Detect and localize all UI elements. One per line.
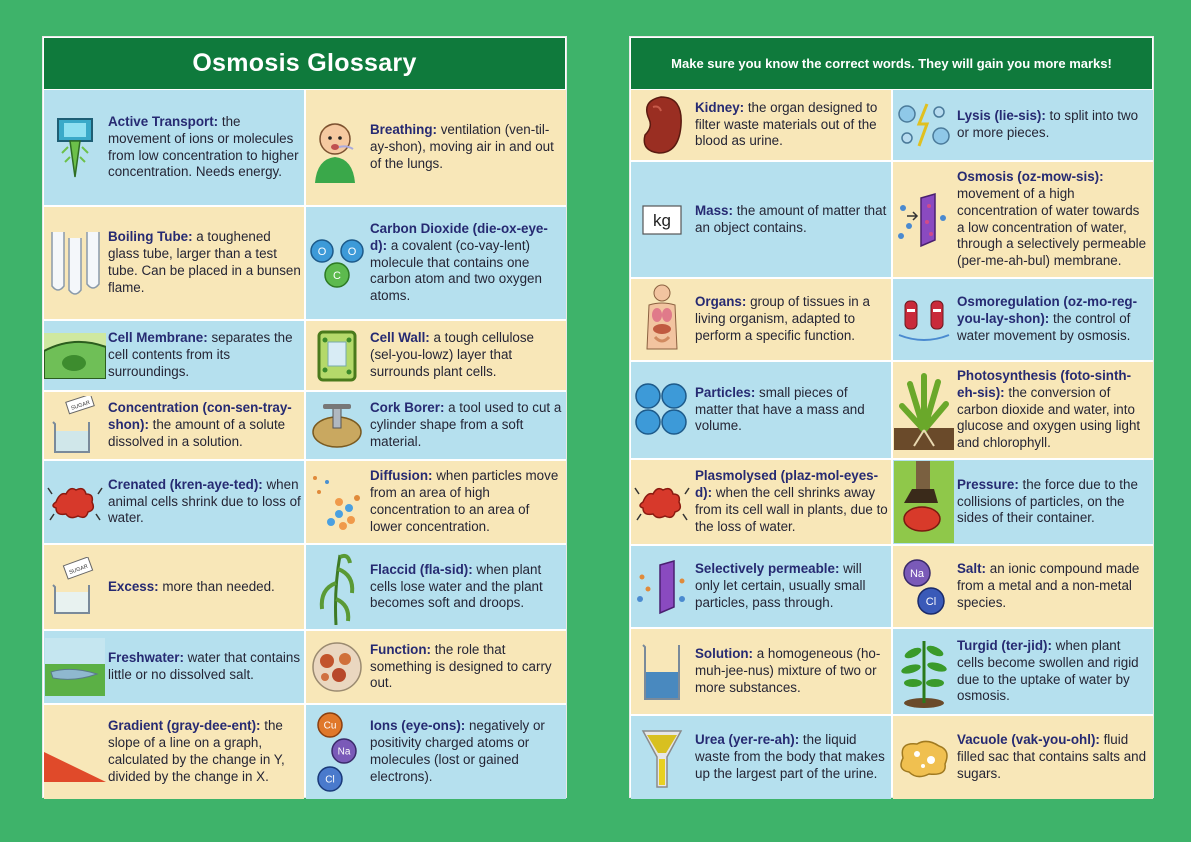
glossary-entry — [631, 629, 891, 714]
glossary-definition: movement of a high concentration of water towards a low concentration of water, through a selectively permeable (per-me-ah-bul) membrane. — [957, 185, 1147, 269]
svg-text:C: C — [333, 269, 341, 282]
glossary-definition: more than needed. — [158, 578, 275, 594]
sugar-beaker-icon — [44, 392, 106, 459]
glossary-definition: an ionic compound made from a metal and a non-metal species. — [957, 561, 1140, 610]
pressure-boot-icon — [893, 460, 955, 544]
glossary-term: Selectively permeable: — [695, 561, 840, 577]
glossary-term: Ions (eye-ons): — [370, 718, 466, 734]
glossary-definition: will only let certain, usually small particles, pass through. — [695, 561, 866, 610]
glossary-term: Organs: — [695, 294, 747, 310]
glossary-entry — [631, 716, 891, 799]
glossary-definition: when plant cells become swollen and rigid due to the uptake of water by osmosis. — [957, 637, 1139, 704]
glossary-definition: to split into two or more pieces. — [957, 108, 1139, 140]
human-organs-icon — [631, 279, 693, 360]
glossary-definition: a covalent (co-vay-lent) molecule that contains one carbon atom and two oxygen atoms. — [370, 237, 542, 304]
cork-borer-potato-icon — [306, 392, 368, 459]
glossary-definition: small pieces of matter that have a mass and volume. — [695, 384, 865, 434]
entry-text — [957, 162, 1150, 277]
page-title: Osmosis Glossary — [192, 49, 417, 77]
glossary-entry — [893, 90, 1153, 160]
svg-text:SUGAR: SUGAR — [68, 563, 89, 577]
entry-text — [108, 705, 301, 799]
glossary-entry — [306, 545, 566, 629]
glossary-entry — [306, 321, 566, 390]
glossary-entry — [306, 207, 566, 319]
glossary-entry — [44, 321, 304, 390]
glossary-term: Active Transport: — [108, 113, 219, 129]
glossary-entry — [44, 545, 304, 629]
glossary-definition: the liquid waste from the body that makes up the largest part of the urine. — [695, 732, 885, 781]
glossary-term: Osmosis (oz-mow-sis): — [957, 169, 1104, 185]
glossary-term: Function: — [370, 641, 431, 657]
glossary-definition: ventilation (ven-til-ay-shon), moving air in and out of the lungs. — [370, 122, 554, 171]
glossary-definition: a homogeneous (ho-muh-jee-nus) mixture of two or more substances. — [695, 646, 881, 695]
kg-weight-icon — [631, 162, 693, 277]
glossary-term: Mass: — [695, 202, 733, 218]
glossary-term: Solution: — [695, 646, 754, 662]
glossary-entry — [893, 362, 1153, 458]
glossary-entry — [893, 460, 1153, 544]
glossary-title-bar — [44, 38, 565, 89]
glossary-entry — [893, 162, 1153, 277]
glossary-definition: the role that something is designed to carry out. — [370, 641, 552, 691]
glossary-definition: the organ designed to filter waste materials out of the blood as urine. — [695, 99, 878, 149]
glossary-term: Diffusion: — [370, 468, 433, 484]
entry-text — [108, 392, 301, 459]
glossary-term: Photosynthesis (foto-sinth-eh-sis): — [957, 368, 1132, 400]
glossary-term: Vacuole (vak-you-ohl): — [957, 732, 1100, 748]
glossary-entry — [893, 629, 1153, 714]
glossary-term: Osmoregulation (oz-mo-reg-you-lay-shon): — [957, 294, 1138, 327]
glossary-term: Flaccid (fla-sid): — [370, 561, 473, 577]
glossary-entry — [306, 631, 566, 703]
entry-text — [695, 279, 888, 360]
svg-text:SUGAR: SUGAR — [70, 399, 91, 412]
entry-text — [957, 460, 1150, 544]
entry-text — [695, 546, 888, 627]
glossary-definition: the movement of ions or molecules from low concentration to higher concentration. Needs energy. — [108, 113, 299, 180]
glossary-entry — [306, 705, 566, 799]
glossary-definition: water that contains little or no dissolved salt. — [108, 650, 301, 682]
svg-text:Cl: Cl — [925, 595, 937, 608]
glossary-entry — [893, 716, 1153, 799]
diffusion-particles-icon — [306, 461, 368, 543]
glossary-entry — [306, 392, 566, 459]
osmosis-membrane-icon — [893, 162, 955, 277]
active-transport-icon — [44, 90, 106, 205]
entry-text — [695, 162, 888, 277]
photosynthesis-plant-icon — [893, 362, 955, 458]
glossary-term: Carbon Dioxide (die-ox-eye-d): — [370, 221, 548, 253]
glossary-term: Turgid (ter-jid): — [957, 637, 1052, 653]
glossary-term: Excess: — [108, 578, 159, 594]
glossary-term: Salt: — [957, 561, 987, 577]
glossary-definition: a tool used to cut a cylinder shape from a soft material. — [370, 400, 562, 449]
right-glossary-panel — [629, 36, 1154, 798]
entry-text — [957, 362, 1150, 458]
glossary-definition: when the cell shrinks away from its cell wall in plants, due to the loss of water. — [695, 485, 888, 534]
glossary-term: Freshwater: — [108, 650, 184, 666]
entry-text — [108, 461, 301, 543]
osmoregulation-icon — [893, 279, 955, 360]
glossary-entry — [631, 279, 891, 360]
cell-membrane-icon — [44, 321, 106, 390]
entry-text — [957, 546, 1150, 627]
glossary-definition: the amount of a solute dissolved in a solution. — [108, 417, 286, 449]
glossary-definition: separates the cell contents from its surroundings. — [108, 330, 293, 379]
glossary-entry — [631, 362, 891, 458]
glossary-term: Boiling Tube: — [108, 229, 193, 245]
entry-text — [695, 362, 888, 458]
breathing-person-icon — [306, 90, 368, 205]
entry-text — [108, 90, 301, 205]
carbon-dioxide-molecule-icon — [306, 207, 368, 319]
entry-text — [695, 629, 888, 714]
entry-text — [108, 631, 301, 703]
glossary-term: Cell Wall: — [370, 330, 430, 346]
svg-text:O: O — [347, 245, 357, 258]
glossary-entry — [631, 460, 891, 544]
ions-icon — [306, 705, 368, 799]
svg-text:Na: Na — [337, 746, 351, 758]
glossary-term: Breathing: — [370, 122, 437, 138]
glossary-definition: when animal cells shrink due to loss of water. — [108, 476, 301, 526]
glossary-definition: when particles move from an area of high concentration to an area of lower concentration. — [370, 468, 559, 534]
entry-text — [370, 705, 563, 799]
entry-text — [695, 460, 888, 544]
entry-text — [370, 631, 563, 703]
entry-text — [370, 545, 563, 629]
glossary-term: Plasmolysed (plaz-mol-eyes-d): — [695, 468, 879, 501]
entry-text — [695, 90, 888, 160]
entry-text — [108, 321, 301, 390]
left-glossary-panel — [42, 36, 567, 798]
entry-text — [370, 461, 563, 543]
entry-text — [957, 716, 1150, 799]
glossary-term: Cork Borer: — [370, 400, 445, 416]
glossary-term: Kidney: — [695, 99, 745, 115]
particles-icon — [631, 362, 693, 458]
entry-text — [108, 207, 301, 319]
entry-text — [957, 629, 1150, 714]
glossary-term: Urea (yer-re-ah): — [695, 732, 800, 748]
turgid-plant-icon — [893, 629, 955, 714]
entry-text — [957, 279, 1150, 360]
entry-text — [108, 545, 301, 629]
glossary-entry — [44, 392, 304, 459]
entry-text — [957, 90, 1150, 160]
glossary-definition: a toughened glass tube, larger than a test tube. Can be placed in a bunsen flame. — [108, 229, 301, 295]
boiling-tube-icon — [44, 207, 106, 319]
excess-sugar-icon — [44, 545, 106, 629]
entry-text — [370, 321, 563, 390]
tip-banner — [631, 38, 1152, 89]
glossary-entry — [306, 90, 566, 205]
glossary-definition: fluid filled sac that contains salts and sugars. — [957, 732, 1147, 781]
glossary-definition: a tough cellulose (sel-you-lowz) layer that surrounds plant cells. — [370, 330, 535, 379]
solution-beaker-icon — [631, 629, 693, 714]
cell-function-icon — [306, 631, 368, 703]
svg-text:Cl: Cl — [325, 774, 335, 786]
glossary-term: Crenated (kren-aye-ted): — [108, 476, 263, 492]
entry-text — [370, 90, 563, 205]
glossary-entry — [631, 162, 891, 277]
plant-cell-icon — [306, 321, 368, 390]
glossary-definition: when plant cells lose water and the plant becomes soft and droops. — [370, 561, 543, 611]
svg-text:O: O — [317, 245, 327, 258]
glossary-definition: the force due to the collisions of particles, on the sides of their container. — [957, 476, 1138, 526]
entry-text — [695, 716, 888, 799]
svg-text:Cu: Cu — [323, 720, 337, 732]
freshwater-icon — [44, 631, 106, 703]
glossary-term: Pressure: — [957, 476, 1019, 492]
glossary-entry — [44, 90, 304, 205]
kidney-icon — [631, 90, 693, 160]
permeable-membrane-icon — [631, 546, 693, 627]
glossary-term: Cell Membrane: — [108, 330, 208, 346]
crenated-cell-icon — [44, 461, 106, 543]
vacuole-icon — [893, 716, 955, 799]
entry-text — [370, 392, 563, 459]
glossary-entry — [44, 461, 304, 543]
glossary-entry — [631, 546, 891, 627]
glossary-term: Lysis (lie-sis): — [957, 108, 1046, 124]
plasmolysed-cell-icon — [631, 460, 693, 544]
glossary-entry — [44, 207, 304, 319]
glossary-definition: the control of water movement by osmosis. — [957, 311, 1131, 343]
glossary-definition: the slope of a line on a graph, calculated by the change in Y, divided by the change in X. — [108, 718, 285, 784]
glossary-entry — [44, 631, 304, 703]
wilting-plant-icon — [306, 545, 368, 629]
svg-text:kg: kg — [653, 210, 671, 230]
glossary-entry — [306, 461, 566, 543]
glossary-definition: the amount of matter that an object contains. — [695, 202, 887, 235]
glossary-term: Gradient (gray-dee-ent): — [108, 718, 261, 734]
svg-text:Na: Na — [909, 567, 925, 580]
salt-ions-icon — [893, 546, 955, 627]
glossary-entry — [893, 279, 1153, 360]
glossary-entry — [631, 90, 891, 160]
urea-funnel-icon — [631, 716, 693, 799]
glossary-definition: the conversion of carbon dioxide and water, into glucose and oxygen using light and chlorophyll. — [957, 384, 1141, 451]
lysis-icon — [893, 90, 955, 160]
glossary-entry — [44, 705, 304, 799]
gradient-slope-icon — [44, 705, 106, 799]
glossary-definition: group of tissues in a living organism, adapted to perform a specific function. — [695, 294, 870, 343]
entry-text — [370, 207, 563, 319]
tip-text: Make sure you know the correct words. They will gain you more marks! — [671, 56, 1112, 71]
glossary-term: Particles: — [695, 384, 756, 400]
glossary-term: Concentration (con-sen-tray-shon): — [108, 400, 292, 433]
glossary-definition: negatively or positivity charged atoms or molecules (lost or gained electrons). — [370, 718, 545, 784]
glossary-entry — [893, 546, 1153, 627]
